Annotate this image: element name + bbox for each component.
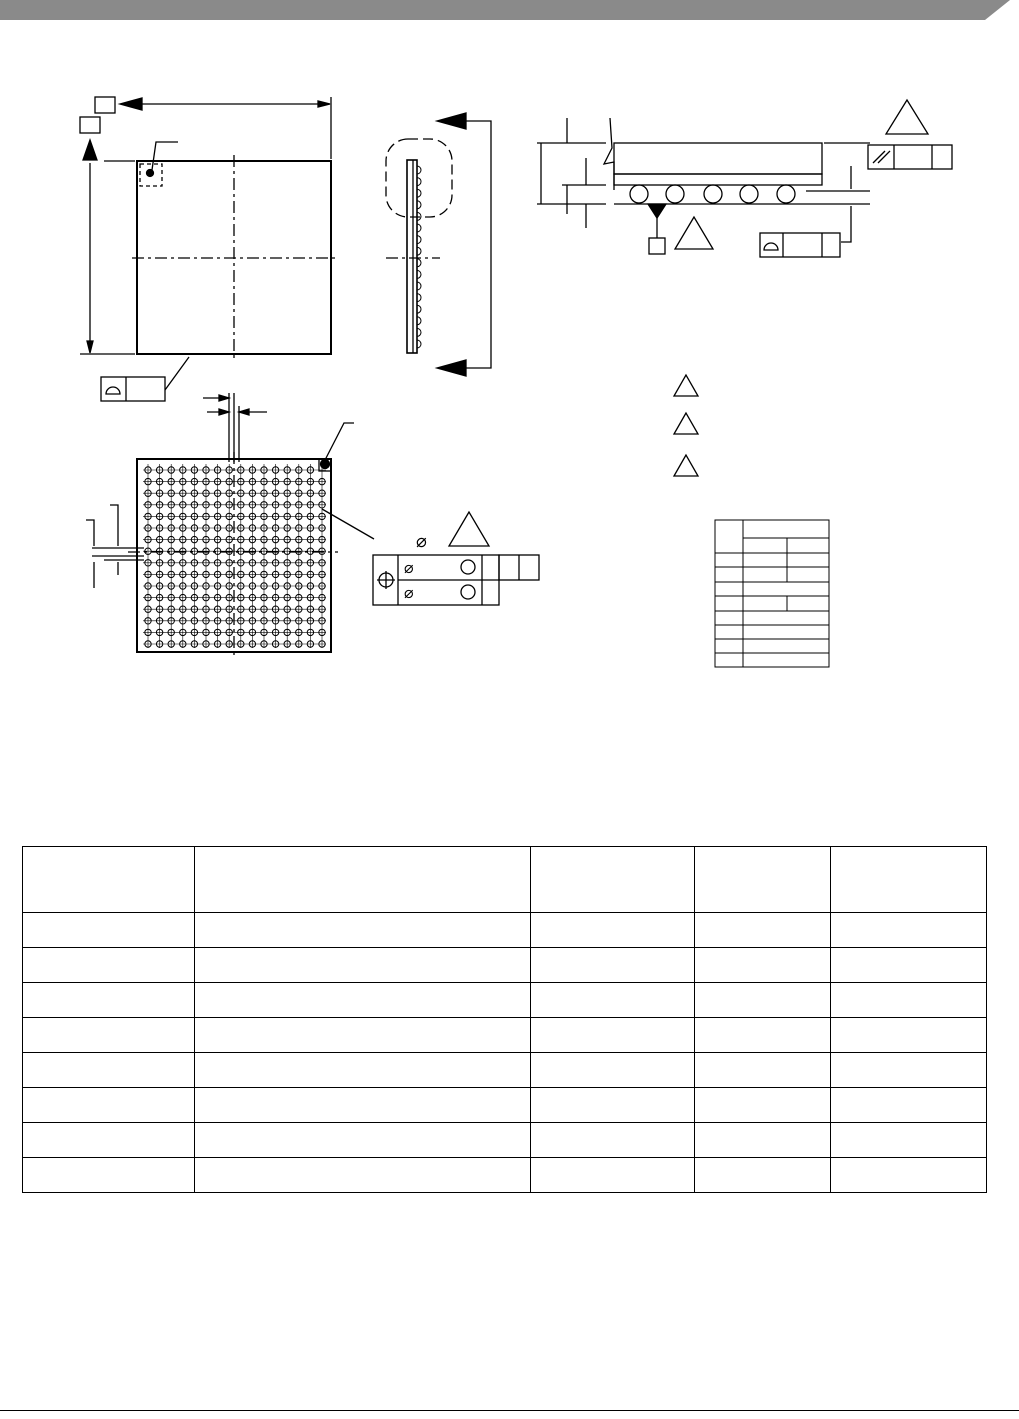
note-triangle-1 — [674, 375, 698, 396]
spec-table-cell — [195, 1053, 531, 1088]
spec-table-row — [23, 1158, 987, 1193]
spec-table-cell — [831, 1053, 987, 1088]
spec-table-cell — [195, 1123, 531, 1158]
spec-table-cell — [23, 983, 195, 1018]
spec-table-row — [23, 1088, 987, 1123]
spec-table-cell — [831, 1088, 987, 1123]
circle-icon-row1 — [461, 560, 475, 574]
spec-table — [22, 846, 987, 1193]
side-view-substrate — [407, 160, 417, 353]
spec-table-header-cell — [23, 847, 195, 913]
top-width-arrow-right — [318, 101, 330, 107]
detail-ball — [666, 185, 684, 203]
spec-table-cell — [23, 1158, 195, 1193]
spec-table-cell — [531, 1088, 695, 1123]
note-triangle-c — [675, 217, 713, 249]
pitch-arrow-c — [219, 409, 229, 415]
spec-table-cell — [23, 1123, 195, 1158]
section-arrow-line — [455, 121, 491, 368]
spec-table-cell — [531, 1053, 695, 1088]
detail-ball — [740, 185, 758, 203]
pin1-leader — [152, 142, 178, 170]
spec-table-cell — [23, 1018, 195, 1053]
spec-table-header-cell — [831, 847, 987, 913]
a1-leader — [324, 423, 354, 462]
spec-table-cell — [531, 1018, 695, 1053]
spec-table-cell — [531, 983, 695, 1018]
spec-table-header-row — [23, 847, 987, 913]
datum-box-a — [95, 97, 115, 113]
spec-table-cell — [695, 1088, 831, 1123]
note-triangle-2 — [674, 413, 698, 434]
spec-table-cell — [23, 948, 195, 983]
circle-icon-row2 — [461, 585, 475, 599]
dimension-table — [715, 520, 829, 667]
spec-table-header-cell — [195, 847, 531, 913]
diameter-icon-row1: ⌀ — [404, 558, 414, 577]
dimension-table-outline — [715, 520, 829, 667]
spec-table-cell — [23, 913, 195, 948]
spec-table-header-cell — [695, 847, 831, 913]
detail-ball — [777, 185, 795, 203]
note-triangle-ball — [449, 512, 489, 546]
parallelism-frame — [868, 145, 952, 169]
spec-table-cell — [695, 1158, 831, 1193]
detail-view — [537, 100, 952, 257]
diameter-icon-row2: ⌀ — [404, 583, 414, 602]
flatness-frame — [101, 377, 165, 401]
diameter-icon: ⌀ — [416, 531, 427, 552]
datum-box-c — [649, 238, 665, 254]
pitch-dim-left-a — [86, 520, 94, 546]
spec-table-cell — [195, 1088, 531, 1123]
spec-table-row — [23, 1123, 987, 1158]
footer-rule — [0, 1410, 1019, 1411]
pitch-arrow-b — [239, 409, 249, 415]
detail-substrate — [614, 174, 822, 185]
coplanarity-icon — [764, 243, 778, 250]
spec-table-row — [23, 983, 987, 1018]
spec-table-cell — [695, 1053, 831, 1088]
spec-table-header-cell — [531, 847, 695, 913]
spec-table-cell — [531, 948, 695, 983]
spec-table-cell — [195, 983, 531, 1018]
detail-ball — [704, 185, 722, 203]
flatness-icon — [106, 387, 120, 394]
spec-table-row — [23, 913, 987, 948]
spec-table-cell — [831, 1158, 987, 1193]
position-tolerance — [373, 512, 539, 605]
spec-table-cell — [695, 1123, 831, 1158]
spec-table-cell — [531, 1123, 695, 1158]
spec-table-cell — [195, 1158, 531, 1193]
note-triangle-3 — [674, 455, 698, 476]
top-width-arrow-left — [120, 98, 142, 110]
spec-table-cell — [531, 1158, 695, 1193]
spec-table-row — [23, 1018, 987, 1053]
spec-table-cell — [195, 948, 531, 983]
section-arrow-bottom — [437, 360, 466, 376]
spec-table-cell — [695, 1018, 831, 1053]
side-view — [386, 113, 491, 376]
detail-break-line — [604, 118, 614, 190]
top-height-arrow-top — [83, 140, 97, 160]
pin1-dot-icon — [147, 170, 154, 177]
top-height-arrow-bottom — [87, 341, 93, 353]
pitch-arrow-a — [219, 395, 229, 401]
spec-table-row — [23, 1053, 987, 1088]
detail-ball — [630, 185, 648, 203]
spec-table-cell — [831, 913, 987, 948]
ball-leader — [322, 509, 374, 539]
spec-table-body — [23, 913, 987, 1193]
section-arrow-top — [437, 113, 466, 129]
top-view — [80, 97, 336, 401]
spec-table-cell — [695, 913, 831, 948]
spec-table-cell — [831, 1123, 987, 1158]
spec-table-cell — [831, 948, 987, 983]
detail-mold-cap — [614, 143, 822, 174]
note-triangle-parallel — [886, 100, 928, 134]
spec-table-cell — [695, 948, 831, 983]
datum-box-b — [80, 117, 100, 133]
spec-table-cell — [531, 913, 695, 948]
datum-c-flag-icon — [648, 204, 666, 218]
spec-table-cell — [195, 1018, 531, 1053]
spec-table-cell — [195, 913, 531, 948]
package-drawing — [0, 0, 1019, 700]
notes-markers — [674, 375, 698, 476]
spec-table-cell — [23, 1053, 195, 1088]
detail-dim-coplanar-leader — [841, 206, 851, 242]
spec-table-cell — [695, 983, 831, 1018]
flatness-leader — [165, 357, 189, 390]
pitch-dim-left-b — [110, 505, 118, 546]
detail-balls — [630, 185, 795, 203]
spec-table-cell — [23, 1088, 195, 1123]
spec-table-cell — [831, 1018, 987, 1053]
spec-table-cell — [831, 983, 987, 1018]
bottom-view — [86, 393, 374, 658]
spec-table-row — [23, 948, 987, 983]
coplanarity-frame — [760, 233, 840, 257]
